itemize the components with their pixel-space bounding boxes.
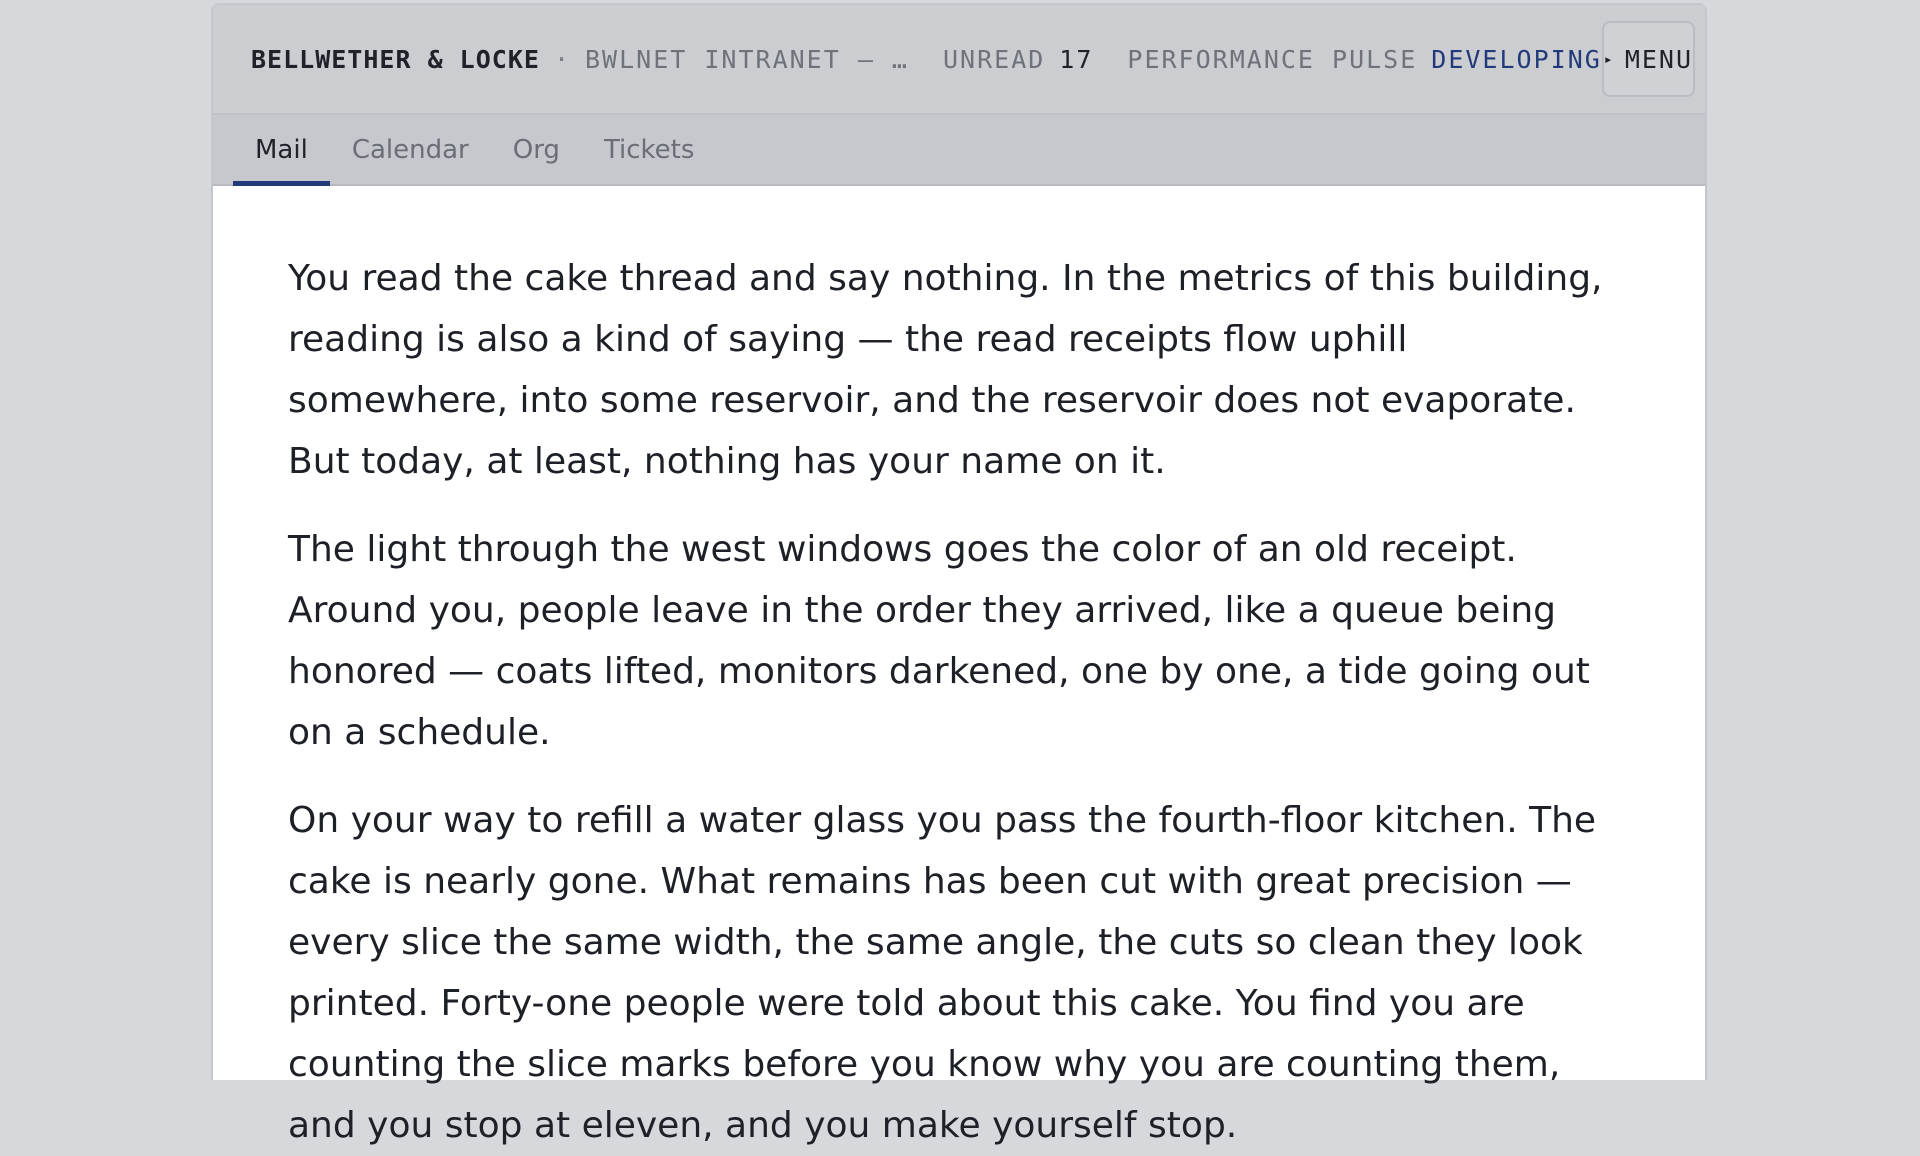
message-body (213, 186, 1705, 1156)
tab-mail[interactable]: Mail (233, 115, 330, 184)
tab-tickets[interactable]: Tickets (603, 134, 695, 165)
intranet-window (211, 3, 1707, 1146)
body-paragraph: The light through the west windows goes the color of an old receipt. Around you, people leave in the order they arrived, like a queue being honored — coats lifted, monitors darkened, one by one, a tide going out on a schedule. (288, 529, 1590, 753)
performance-pulse-label: PERFORMANCE PULSE (1127, 44, 1418, 74)
tab-org[interactable]: Org (512, 134, 560, 165)
top-bar (213, 5, 1705, 115)
brand-name: BELLWETHER & LOCKE (251, 44, 540, 74)
performance-pulse-status: DEVELOPING (1431, 44, 1602, 74)
body-paragraph: On your way to refill a water glass you pass the fourth-floor kitchen. The cake is nearly gone. What remains has been cut with great precision — every slice the same width, the same angle, the cuts so clean they look printed. Forty-one people were told about this cake. You find you are counting the slice marks before you know why you are counting them, and you stop at eleven, and you make yourself stop. (288, 800, 1597, 1146)
tab-calendar[interactable]: Calendar (351, 134, 469, 165)
menu-button[interactable] (1602, 21, 1695, 97)
caret-right-icon: ▸ (1603, 50, 1615, 68)
menu-label: MENU (1624, 44, 1694, 74)
site-title: BWLNET INTRANET — … (585, 44, 909, 74)
unread-label: UNREAD (942, 44, 1046, 74)
body-paragraph: You read the cake thread and say nothing. In the metrics of this building, reading is also a kind of saying — the read receipts flow uphill somewhere, into some reservoir, and the reservoir does not evaporate. But today, at least, nothing has your name on it. (288, 258, 1603, 482)
tab-bar (213, 115, 1705, 186)
brand-separator: · (553, 44, 571, 74)
unread-count: 17 (1059, 44, 1094, 74)
